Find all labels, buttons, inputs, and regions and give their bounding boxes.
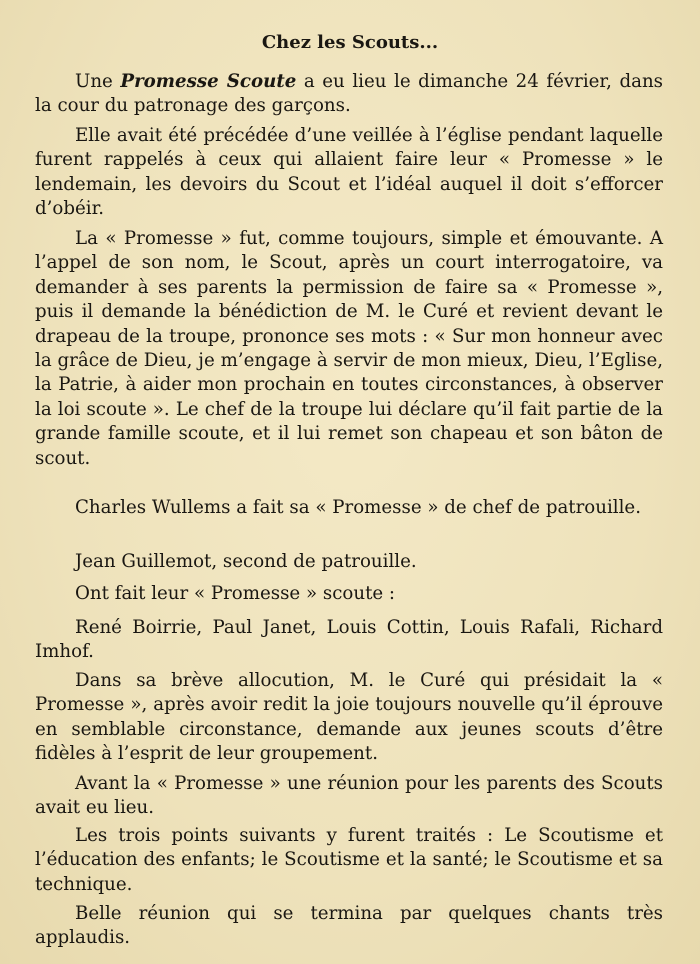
paragraph-veillee: Elle avait été précédée d’une veillée à l’église pendant laquelle furent rappelés à ceux qui allaient faire leur « Promesse » le lendemain, les devoirs du Scout et l’idéal auquel il doit s’efforcer d’obéir. bbox=[35, 125, 663, 220]
paragraph-trois-points: Les trois points suivants y furent traités : Le Scoutisme et l’éducation des enfants; le Scoutisme et la santé; le Scoutisme et sa technique. bbox=[35, 825, 663, 895]
paragraph-second-patrouille: Jean Guillemot, second de patrouille. bbox=[75, 551, 417, 572]
paragraph-reunion-parents: Avant la « Promesse » une réunion pour les parents des Scouts avait eu lieu. bbox=[35, 773, 663, 819]
p1-lead: Une bbox=[75, 71, 121, 92]
p1-rest: a eu lieu le dimanche 24 février, dans la cour du patronage des garçons. bbox=[35, 71, 664, 117]
p1-emphasis: Promesse Scoute bbox=[120, 71, 297, 92]
paragraph-ceremonie: La « Promesse » fut, comme toujours, simple et émouvante. A l’appel de son nom, le Scout, après un court interrogatoire, va demander à ses parents la permission de faire sa « Promesse », puis il demande la bénédiction de M. le Curé et revient devant le drapeau de la troupe, prononce ses mots : « Sur mon honneur avec la grâce de Dieu, je m’engage à servir de mon mieux, Dieu, l’Eglise, la Patrie, à aider mon prochain en toutes circonstances, à observer la loi scoute ». Le chef de la troupe lui déclare qu’il fait partie de la grande famille scoute, et il lui remet son chapeau et son bâton de scout. bbox=[35, 228, 663, 469]
article-title: Chez les Scouts... bbox=[261, 32, 439, 53]
paragraph-chef-patrouille: Charles Wullems a fait sa « Promesse » de chef de patrouille. bbox=[75, 497, 641, 518]
paragraph-allocution: Dans sa brève allocution, M. le Curé qui présidait la « Promesse », après avoir redit la joie toujours nouvelle qu’il éprouve en semblable circonstance, demande aux jeunes scouts d’être fidèles à l’esprit de leur groupement. bbox=[35, 670, 663, 765]
paragraph-promesse-intro bbox=[35, 70, 663, 119]
paragraph-belle-reunion: Belle réunion qui se termina par quelques chants très applaudis. bbox=[35, 903, 663, 949]
paragraph-noms-scouts: René Boirrie, Paul Janet, Louis Cottin, Louis Rafali, Richard Imhof. bbox=[35, 617, 663, 663]
paragraph-ont-fait: Ont fait leur « Promesse » scoute : bbox=[75, 583, 396, 604]
